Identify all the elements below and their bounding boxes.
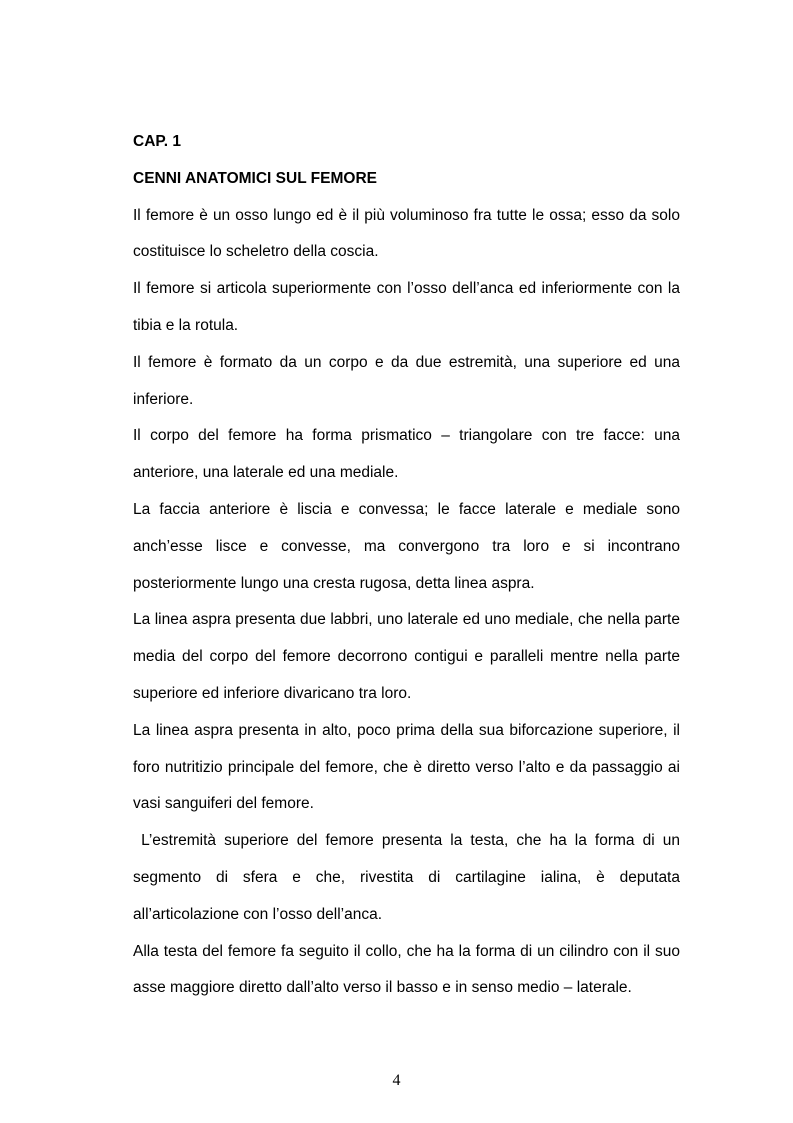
paragraph-5: La faccia anteriore è liscia e convessa; le facce laterale e mediale sono anch’esse lisce e convesse, ma convergono tra loro e si incontrano posteriormente lungo una cresta rugosa, detta linea aspra. (133, 500, 680, 592)
chapter-number: CAP. 1 (133, 133, 181, 150)
paragraph-2: Il femore si articola superiormente con l’osso dell’anca ed inferiormente con la tibia e la rotula. (133, 280, 680, 334)
page-content (133, 124, 685, 1007)
paragraph-1: Il femore è un osso lungo ed è il più voluminoso fra tutte le ossa; esso da solo costituisce lo scheletro della coscia. (133, 206, 680, 261)
paragraph-6: La linea aspra presenta due labbri, uno laterale ed uno mediale, che nella parte media del corpo del femore decorrono contigui e paralleli mentre nella parte superiore ed inferiore divaricano tra loro. (133, 611, 680, 702)
page-number: 4 (392, 1072, 401, 1089)
paragraph-3: Il femore è formato da un corpo e da due estremità, una superiore ed una inferiore. (133, 353, 680, 408)
paragraph-7: La linea aspra presenta in alto, poco prima della sua biforcazione superiore, il foro nutritizio principale del femore, che è diretto verso l’alto e da passaggio ai vasi sanguiferi del femore. (133, 721, 680, 813)
paragraph-4: Il corpo del femore ha forma prismatico – triangolare con tre facce: una anteriore, una laterale ed una mediale. (133, 427, 680, 482)
chapter-title: CENNI ANATOMICI SUL FEMORE (133, 169, 377, 187)
paragraph-8: L’estremità superiore del femore presenta la testa, che ha la forma di un segmento di sfera e che, rivestita di cartilagine ialina, è deputata all’articolazione con l’osso dell’anca. (133, 832, 685, 923)
paragraph-9: Alla testa del femore fa seguito il collo, che ha la forma di un cilindro con il suo asse maggiore diretto dall’alto verso il basso e in senso medio – laterale. (133, 942, 680, 997)
